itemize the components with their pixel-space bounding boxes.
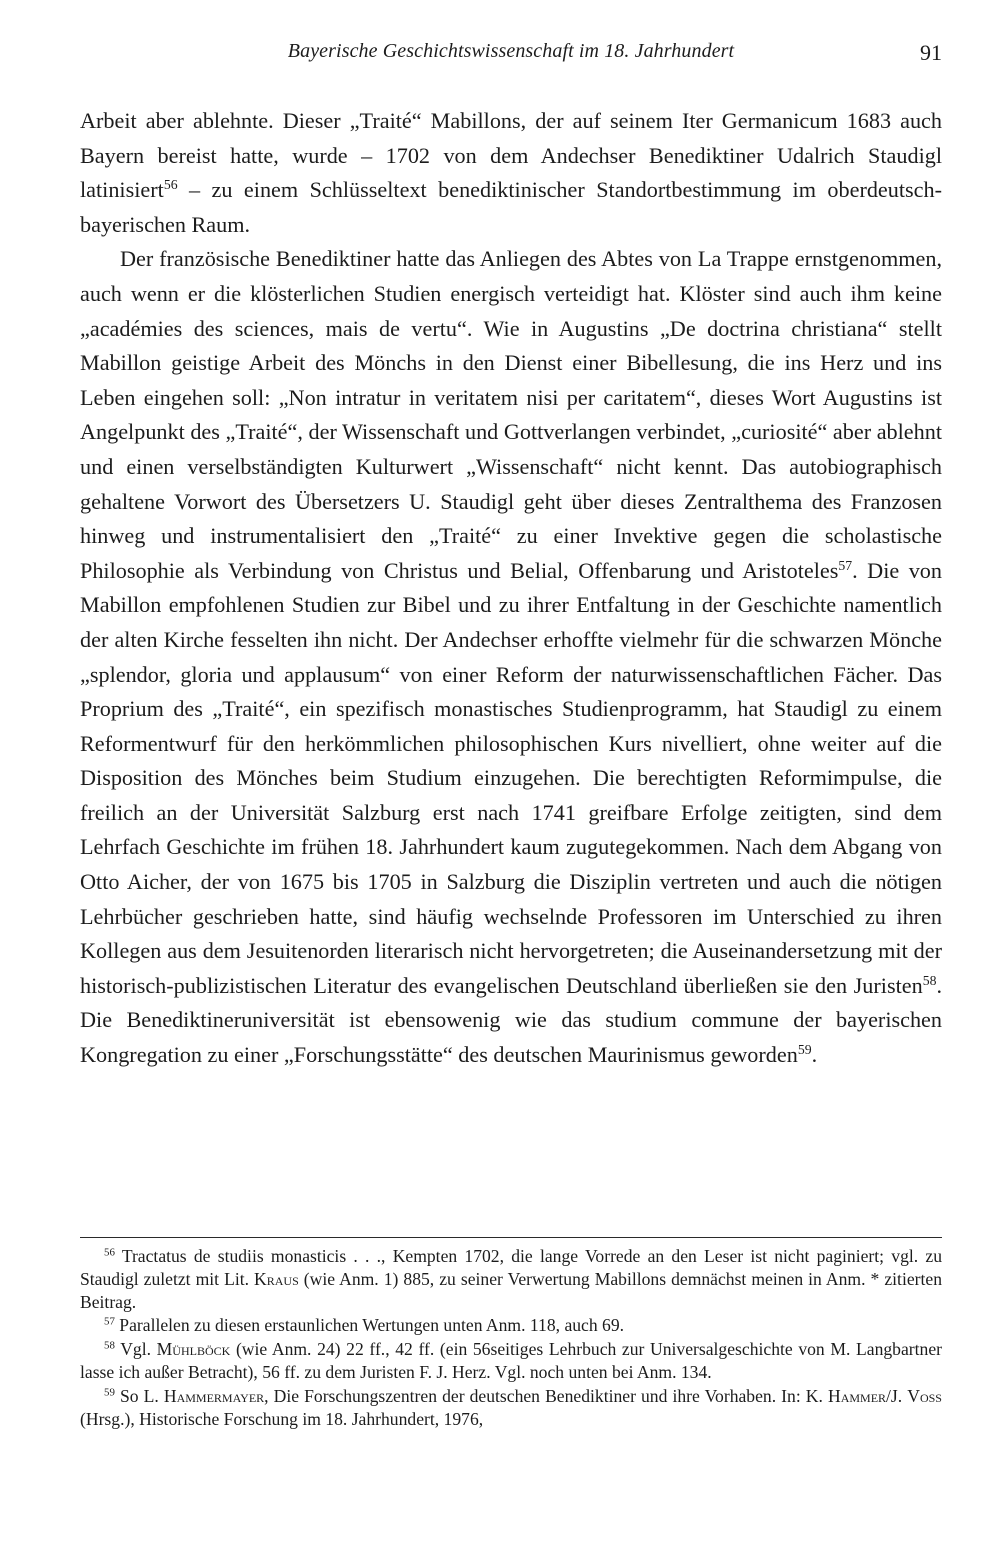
running-header [80, 40, 942, 72]
author-name: Voss [907, 1385, 942, 1406]
footnote-56 [80, 1245, 942, 1313]
footnote-58 [80, 1338, 942, 1384]
text-run: . Die von Mabillon empfohlenen Studien zur Bibel und zu ihrer Entfaltung in der Geschichte namentlich der alten Kirche fesselten ihn nicht. Der Andechser erhoffte vielmehr für die schwarzen Mönche „splendor, gloria und applausum“ von einer Reform der naturwissenschaftlichen Fächer. Das Proprium des „Traité“, ein spezifisch monastisches Studienprogramm, hat Staudigl zu einem Reformentwurf für den herkömmlichen philosophischen Kurs nivelliert, ohne weiter auf die Disposition des Mönches beim Studium einzugehen. Die berechtigten Reformimpulse, die freilich an der Universität Salzburg erst nach 1741 greifbare Erfolge zeitigten, sind dem Lehrfach Geschichte im frühen 18. Jahrhundert kaum zugutegekommen. Nach dem Abgang von Otto Aicher, der von 1675 bis 1705 in Salzburg die Disziplin vertreten und auch die nötigen Lehrbücher geschrieben hatte, sind häufig wechselnde Professoren im Unterschied zu ihren Kollegen aus dem Jesuitenorden literarisch nicht hervorgetreten; die Auseinandersetzung mit der historisch-publizistischen Literatur des evangelischen Deutschland überließen sie den Juristen [80, 557, 942, 998]
author-name: Kraus [254, 1268, 299, 1289]
text-run: (Hrsg.), Historische Forschung im 18. Jahrhundert, 1976, [80, 1408, 484, 1429]
footnote-59 [80, 1385, 942, 1431]
text-run: – zu einem Schlüsseltext benediktinischer Standortbestimmung im oberdeutsch-bayerischen Raum. [80, 177, 942, 237]
text-run: Tractatus de studiis monasticis . . ., Kempten 1702, die lange Vorrede an den Leser ist nicht paginiert; vgl. zu Staudigl zuletzt mit Lit. [80, 1246, 942, 1289]
page-number: 91 [920, 40, 942, 65]
author-name: Mühlböck [156, 1339, 231, 1360]
footnote-number: 59 [104, 1386, 115, 1399]
text-run: (wie Anm. 1) 885, zu seiner Verwertung Mabillons demnächst meinen in Anm. * zitierten Beitrag. [80, 1268, 942, 1312]
footnote-divider [80, 1237, 942, 1238]
text-run: /J. [886, 1385, 908, 1406]
text-run: Vgl. [114, 1339, 157, 1360]
text-run: Der französische Benediktiner hatte das Anliegen des Abtes von La Trappe ernstgenommen, auch wenn er die klösterlichen Studien energisch verteidigt hat. Klöster sind auch ihm keine „académies des sciences, mais de vertu“. Wie in Augustins „De doctrina christiana“ stellt Mabillon geistige Arbeit des Mönchs in den Dienst einer Bibellesung, die ins Herz und ins Leben eingehen soll: „Non intratur in veritatem nisi per caritatem“, dieses Wort Augustins ist Angelpunkt des „Traité“, der Wissenschaft und Gottverlangen verbindet, „curiosité“ aber ablehnt und einen verselbständigten Kulturwert „Wissenschaft“ nicht kennt. Das autobiographisch gehaltene Vorwort des Übersetzers U. Staudigl geht über dieses Zentralthema des Franzosen hinweg und instrumentalisiert den „Traité“ zu einer Invektive gegen die scholastische Philosophie als Verbindung von Christus und Belial, Offenbarung und Aristoteles [80, 246, 942, 583]
paragraph-1 [80, 104, 942, 242]
text-run: , Die Forschungszentren der deutschen Benediktiner und ihre Vorhaben. In: K. [264, 1385, 828, 1406]
footnote-ref-59: 59 [797, 1041, 812, 1057]
text-run: . [811, 1042, 818, 1068]
author-name: Hammer [827, 1385, 887, 1406]
paragraph-2 [80, 242, 942, 1072]
footnote-ref-57: 57 [838, 557, 853, 573]
author-name: Hammermayer [163, 1385, 265, 1406]
footnotes [80, 1245, 942, 1430]
main-text [80, 104, 942, 1073]
text-run: Arbeit aber ablehnte. Dieser „Traité“ Mabillons, der auf seinem Iter Germanicum 1683 auch Bayern bereist hatte, wurde – 1702 von dem Andechser Benediktiner Udalrich Staudigl latinisiert [80, 108, 942, 203]
footnote-number: 58 [104, 1339, 115, 1352]
text-run: Parallelen zu diesen erstaunlichen Wertungen unten Anm. 118, auch 69. [114, 1315, 625, 1336]
text-run: (wie Anm. 24) 22 ff., 42 ff. (ein 56seitiges Lehrbuch zur Universalgeschichte von M. Langbartner lasse ich außer Betracht), 56 ff. zu dem Juristen F. J. Herz. Vgl. noch unten bei Anm. 134. [80, 1339, 942, 1382]
footnote-ref-56: 56 [163, 176, 178, 192]
footnote-number: 56 [104, 1246, 115, 1259]
running-title: Bayerische Geschichtswissenschaft im 18. Jahrhundert [287, 40, 735, 62]
text-run: So L. [114, 1385, 164, 1406]
footnote-number: 57 [104, 1315, 115, 1328]
text-run: . Die Benediktineruniversität ist ebensowenig wie das studium commune der bayerischen Kongregation zu einer „Forschungsstätte“ des deutschen Maurinismus geworden [80, 972, 942, 1068]
footnote-ref-58: 58 [922, 972, 937, 988]
footnote-57 [80, 1314, 942, 1337]
